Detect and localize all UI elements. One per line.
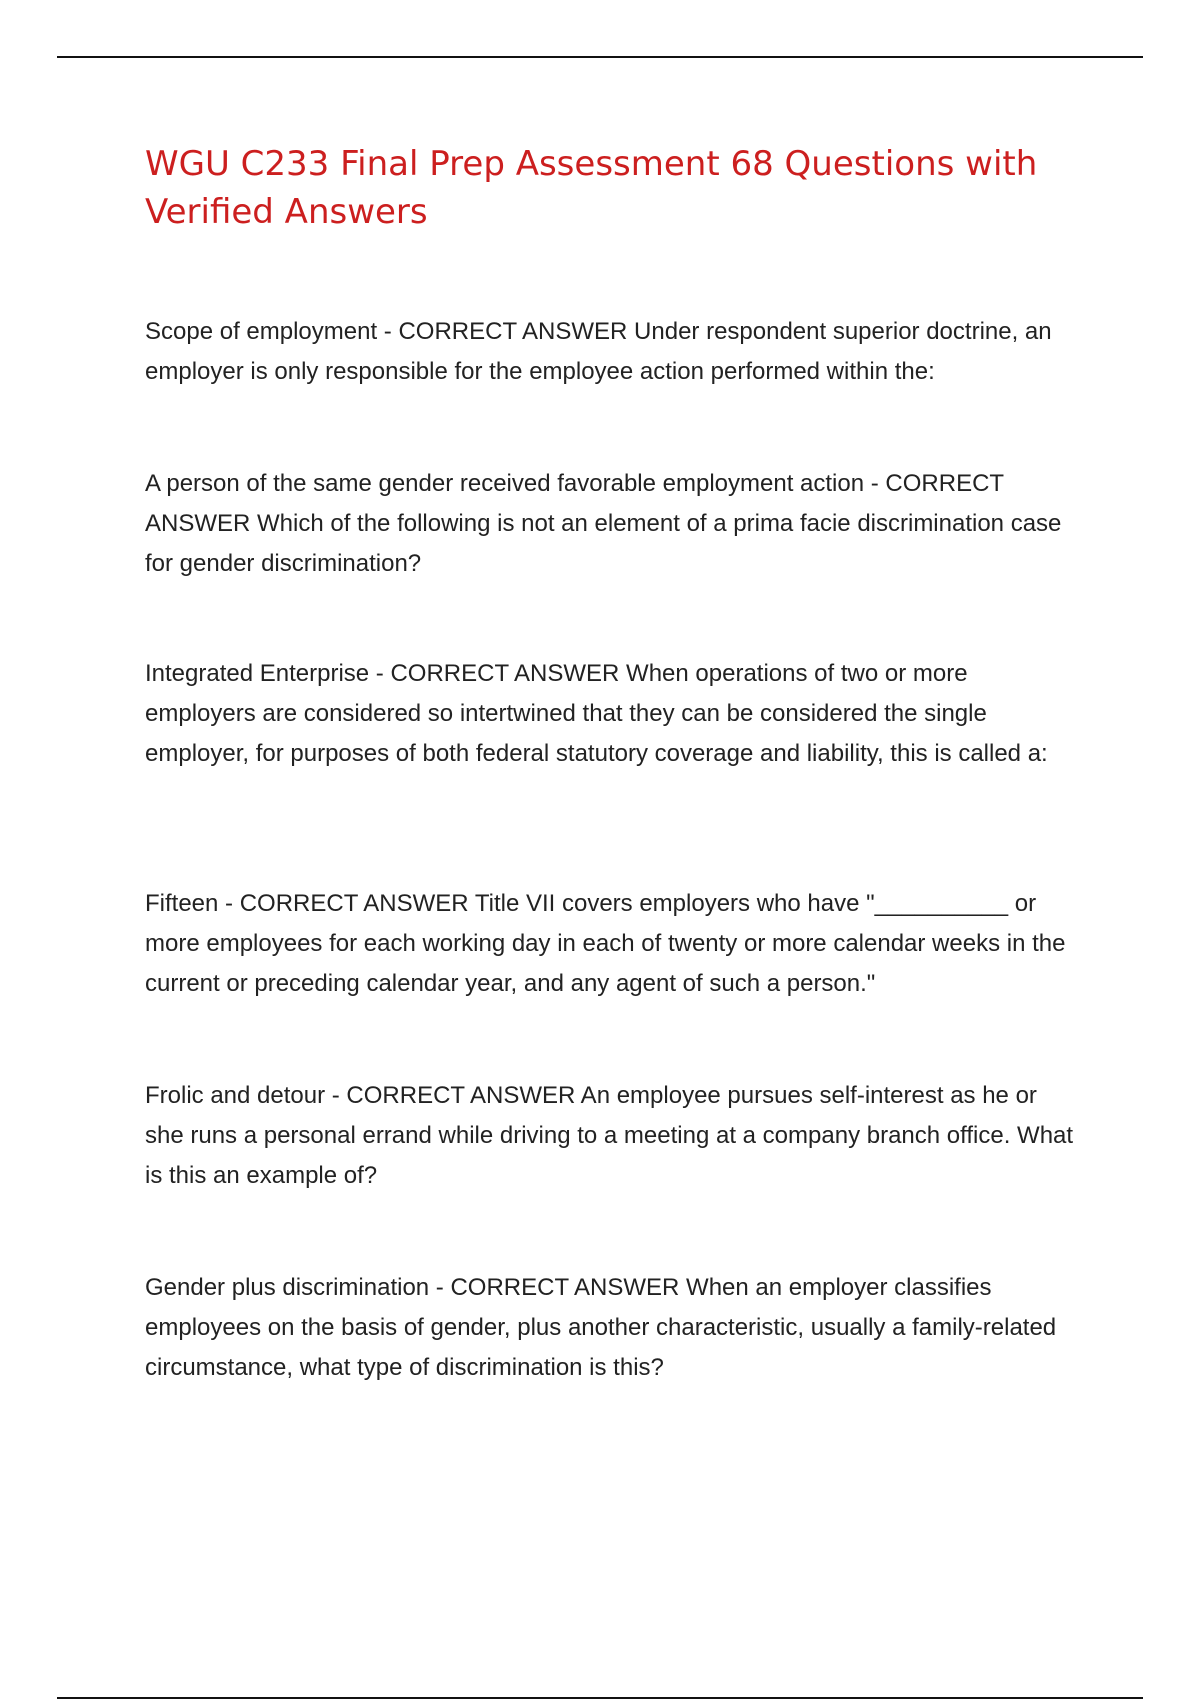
bottom-rule — [57, 1697, 1143, 1699]
qa-entry: Integrated Enterprise - CORRECT ANSWER When operations of two or more employers are considered so intertwined that they can be considered the single employer, for purposes of both federal statutory coverage and liability, this is called a: — [145, 660, 1048, 767]
qa-entry: Gender plus discrimination - CORRECT ANSWER When an employer classifies employees on the basis of gender, plus another characteristic, usually a family-related circumstance, what type of discrimination is this? — [145, 1274, 1057, 1381]
qa-entry: Frolic and detour - CORRECT ANSWER An employee pursues self-interest as he or she runs a personal errand while driving to a meeting at a company branch office. What is this an example of? — [145, 1082, 1074, 1189]
qa-entry: A person of the same gender received favorable employment action - CORRECT ANSWER Which of the following is not an element of a prima facie discrimination case for gender discrimination? — [145, 470, 1062, 577]
qa-entry: Scope of employment - CORRECT ANSWER Under respondent superior doctrine, an employer is only responsible for the employee action performed within the: — [145, 318, 1052, 385]
qa-entry: Fifteen - CORRECT ANSWER Title VII covers employers who have "__________ or more employees for each working day in each of twenty or more calendar weeks in the current or preceding calendar year, and any agent of such a person." — [145, 890, 1066, 997]
top-rule — [57, 56, 1143, 58]
page-title: WGU C233 Final Prep Assessment 68 Questions with Verified Answers — [145, 144, 1038, 232]
